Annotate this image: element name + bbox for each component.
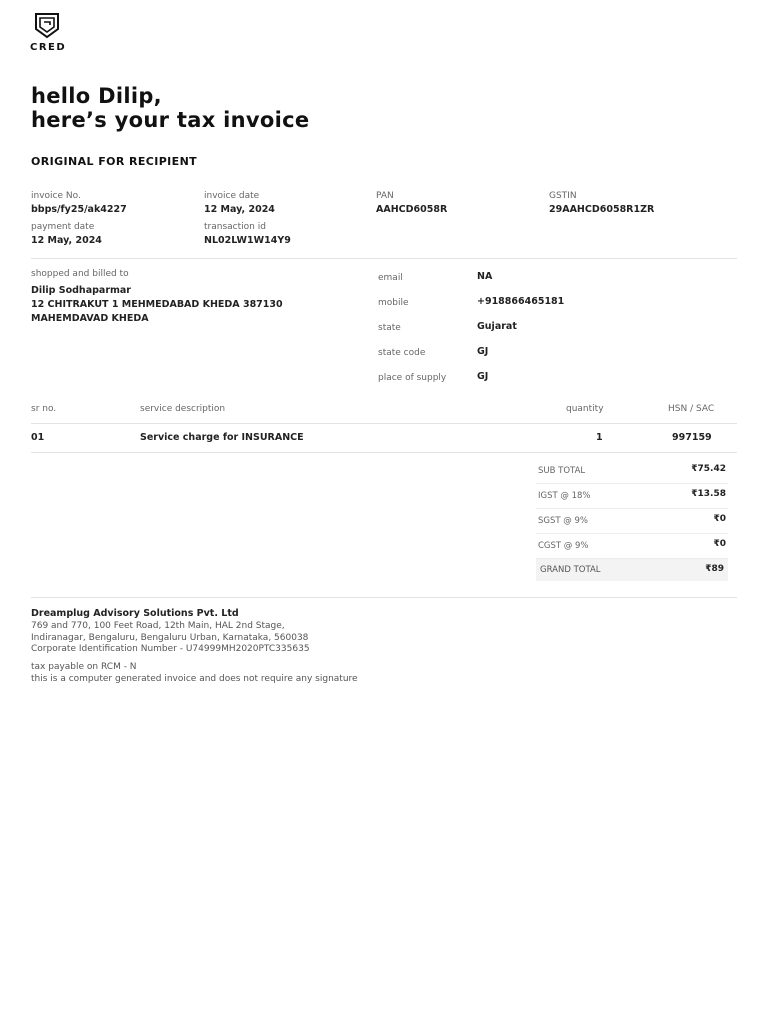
- state-code-label: state code: [378, 348, 426, 358]
- email-value: NA: [477, 271, 493, 282]
- invoice-date-value: 12 May, 2024: [204, 204, 275, 215]
- customer-name: Dilip Sodhaparmar: [31, 285, 131, 296]
- cgst-row: [536, 534, 728, 559]
- billing-address: [31, 269, 351, 326]
- gstin-value: 29AAHCD6058R1ZR: [549, 204, 655, 215]
- item-hsn: 997159: [672, 432, 712, 443]
- table-header-divider: [31, 423, 737, 424]
- state-label: state: [378, 323, 401, 333]
- email-row: [378, 271, 738, 285]
- sgst-row: [536, 509, 728, 534]
- company-name: Dreamplug Advisory Solutions Pvt. Ltd: [31, 608, 239, 619]
- sub-total-value: ₹75.42: [691, 464, 726, 474]
- gstin-label: GSTIN: [549, 191, 577, 201]
- item-quantity: 1: [596, 432, 603, 443]
- col-quantity: quantity: [566, 404, 604, 414]
- mobile-value: +918866465181: [477, 296, 565, 307]
- billing-label: shopped and billed to: [31, 269, 129, 279]
- invoice-date-label: invoice date: [204, 191, 260, 201]
- address-line-1: 12 CHITRAKUT 1 MEHMEDABAD KHEDA 387130: [31, 299, 283, 310]
- item-description: Service charge for INSURANCE: [140, 432, 304, 443]
- gstin: [549, 191, 719, 215]
- footer-divider: [31, 597, 737, 598]
- invoice-number-label: invoice No.: [31, 191, 81, 201]
- pan: [376, 191, 546, 215]
- col-hsn: HSN / SAC: [668, 404, 715, 414]
- cgst-value: ₹0: [713, 539, 726, 549]
- greeting-line-2: here’s your tax invoice: [31, 108, 310, 132]
- grand-total-label: GRAND TOTAL: [540, 565, 601, 575]
- pan-value: AAHCD6058R: [376, 204, 448, 215]
- company-cin: Corporate Identification Number - U74999MH2020PTC335635: [31, 644, 310, 654]
- state-value: Gujarat: [477, 321, 517, 332]
- divider: [31, 258, 737, 259]
- grand-total-value: ₹89: [705, 564, 724, 574]
- sgst-label: SGST @ 9%: [538, 516, 588, 526]
- state-row: [378, 321, 738, 335]
- mobile-row: [378, 296, 738, 310]
- page-title: [31, 84, 309, 132]
- col-description: service description: [140, 404, 226, 414]
- email-label: email: [378, 273, 403, 283]
- item-sr-no: 01: [31, 432, 45, 443]
- transaction-id: [204, 222, 374, 246]
- igst-label: IGST @ 18%: [538, 491, 591, 501]
- cred-shield-icon: [34, 12, 60, 40]
- company-address-line-1: 769 and 770, 100 Feet Road, 12th Main, HAL 2nd Stage,: [31, 621, 285, 631]
- table-row-divider: [31, 452, 737, 453]
- state-code-value: GJ: [477, 346, 489, 357]
- place-of-supply-row: [378, 371, 738, 385]
- pan-label: PAN: [376, 191, 394, 201]
- igst-value: ₹13.58: [691, 489, 726, 499]
- sub-total-row: [536, 459, 728, 484]
- invoice-date: [204, 191, 374, 215]
- greeting-line-1: hello Dilip,: [31, 84, 162, 108]
- igst-row: [536, 484, 728, 509]
- sgst-value: ₹0: [713, 514, 726, 524]
- signature-note: this is a computer generated invoice and does not require any signature: [31, 673, 358, 684]
- payment-date: [31, 222, 201, 246]
- cred-logo: [30, 12, 67, 53]
- copy-label: ORIGINAL FOR RECIPIENT: [31, 155, 198, 168]
- invoice-number-value: bbps/fy25/ak4227: [31, 204, 127, 215]
- address-line-2: MAHEMDAVAD KHEDA: [31, 313, 149, 324]
- payment-date-label: payment date: [31, 222, 95, 232]
- cgst-label: CGST @ 9%: [538, 541, 589, 551]
- mobile-label: mobile: [378, 298, 409, 308]
- company-address-line-2: Indiranagar, Bengaluru, Bengaluru Urban, Karnataka, 560038: [31, 632, 309, 643]
- rcm-note: tax payable on RCM - N: [31, 662, 137, 672]
- transaction-id-value: NL02LW1W14Y9: [204, 235, 291, 246]
- state-code-row: [378, 346, 738, 360]
- company-info: [31, 608, 531, 656]
- place-of-supply-value: GJ: [477, 371, 489, 382]
- invoice-notes: [31, 662, 531, 685]
- invoice-number: [31, 191, 201, 215]
- grand-total-row: [536, 559, 728, 581]
- payment-date-value: 12 May, 2024: [31, 235, 102, 246]
- sub-total-label: SUB TOTAL: [538, 466, 586, 476]
- col-sr-no: sr no.: [31, 404, 57, 414]
- place-of-supply-label: place of supply: [378, 373, 447, 383]
- brand-name: CRED: [30, 42, 67, 53]
- transaction-id-label: transaction id: [204, 222, 266, 232]
